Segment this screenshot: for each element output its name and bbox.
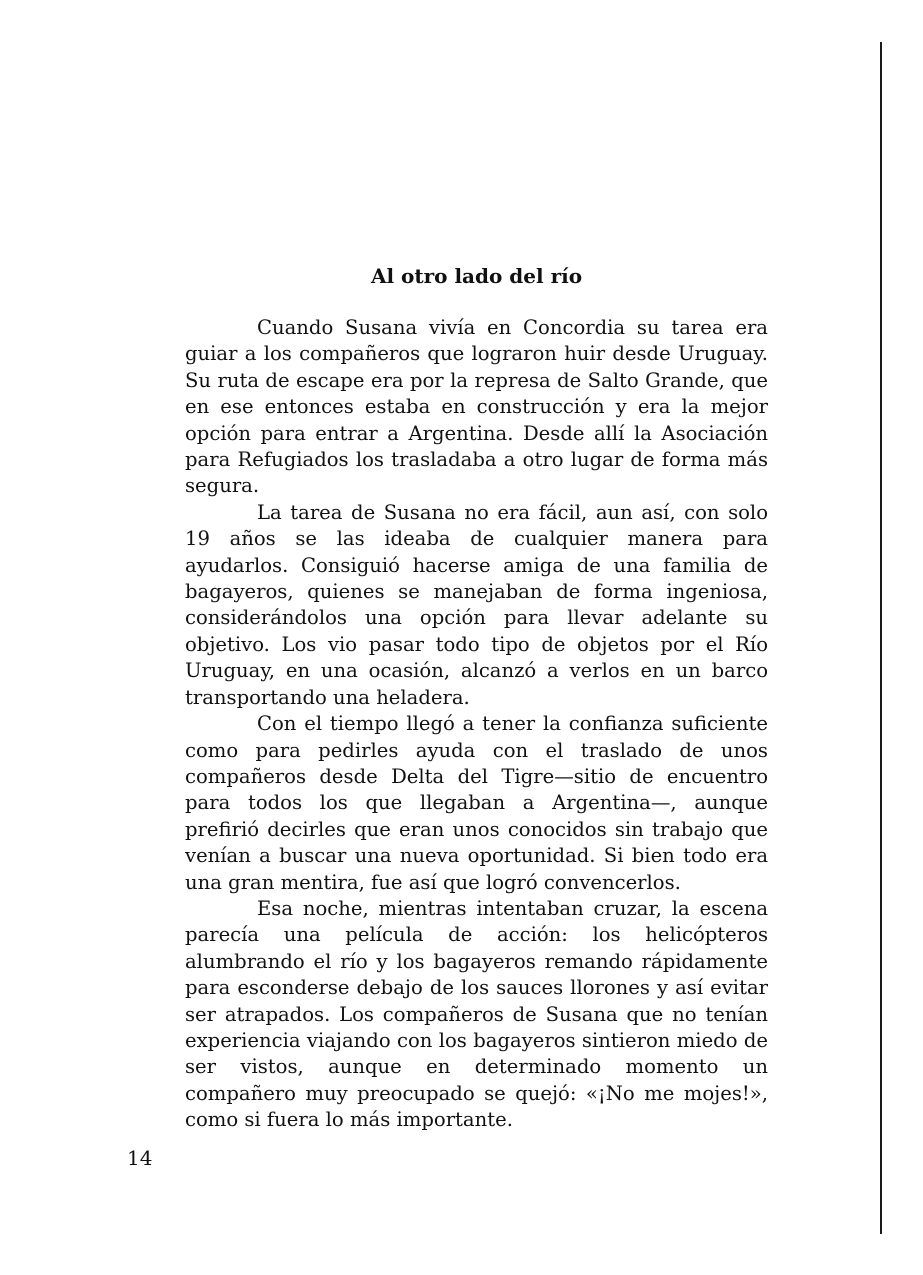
paragraph: La tarea de Susana no era fácil, aun así, con solo 19 años se las ideaba de cualquier manera para ayudarlos. Consiguió hacerse amiga de una familia de bagayeros, quienes se manejaban de forma ingeniosa, considerándolos una opción para llevar adelante su objetivo. Los vio pasar todo tipo de objetos por el Río Uruguay, en una ocasión, alcanzó a verlos en un barco transportando una heladera. [185,500,768,709]
paragraph: Esa noche, mientras intentaban cruzar, la escena parecía una película de acción: los helicópteros alumbrando el río y los bagayeros remando rápidamente para esconderse debajo de los sauces llorones y así evitar ser atrapados. Los compañeros de Susana que no tenían experiencia viajando con los bagayeros sintieron miedo de ser vistos, aunque en determinado momento un compañero muy preocupado se quejó: «¡No me mojes!», como si fuera lo más importante. [185,896,768,1132]
page-number: 14 [127,1146,153,1170]
page-edge-rule [880,42,882,1234]
chapter-title: Al otro lado del río [370,264,583,288]
paragraph: Cuando Susana vivía en Concordia su tarea era guiar a los compañeros que lograron huir desde Uruguay. Su ruta de escape era por la represa de Salto Grande, que en ese entonces estaba en construcción y era la mejor opción para entrar a Argentina. Desde allí la Asociación para Refugiados los trasladaba a otro lugar de forma más segura. [185,316,768,498]
paragraph: Con el tiempo llegó a tener la confianza suficiente como para pedirles ayuda con el traslado de unos compañeros desde Delta del Tigre—sitio de encuentro para todos los que llegaban a Argentina—, aunque prefirió decirles que eran unos conocidos sin trabajo que venían a buscar una nueva oportunidad. Si bien todo era una gran mentira, fue así que logró convencerlos. [185,712,768,894]
chapter-body [185,315,768,1134]
